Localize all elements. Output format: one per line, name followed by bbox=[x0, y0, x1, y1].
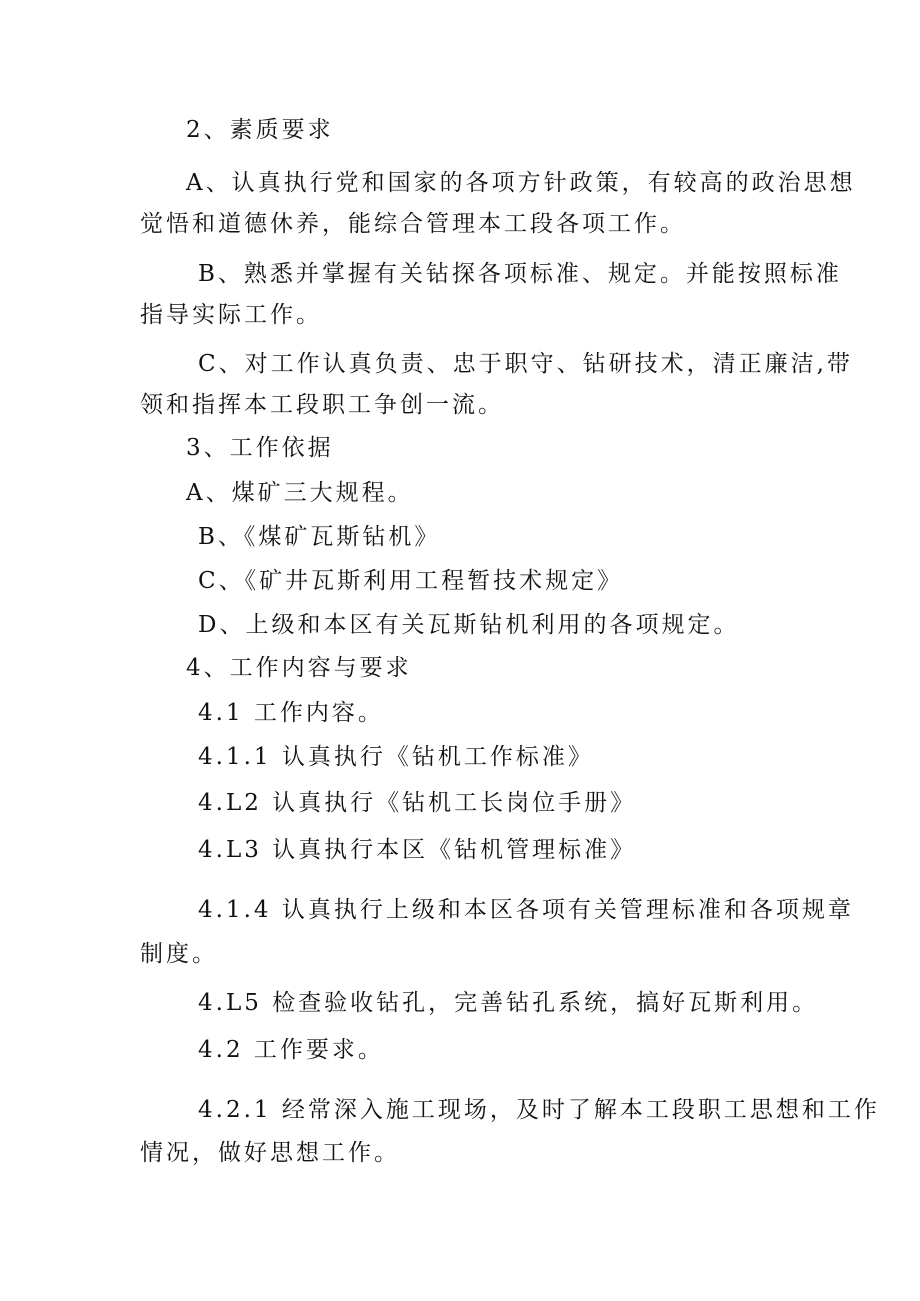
paragraph-a-line-1: A、认真执行党和国家的各项方针政策，有较高的政治思想 bbox=[186, 170, 856, 196]
basis-item-d: D、上级和本区有关瓦斯钻机利用的各项规定。 bbox=[198, 612, 740, 638]
subsection-heading-content: 4.1 工作内容。 bbox=[198, 700, 384, 726]
requirement-item-4-2-1-line-2: 情况，做好思想工作。 bbox=[140, 1140, 400, 1166]
content-item-4-1-4-line-1: 4.1.4 认真执行上级和本区各项有关管理标准和各项规章 bbox=[198, 897, 854, 923]
paragraph-a-line-2: 觉悟和道德休养，能综合管理本工段各项工作。 bbox=[140, 211, 686, 237]
paragraph-c-line-2: 领和指挥本工段职工争创一流。 bbox=[140, 392, 504, 418]
content-item-4-1-4-line-2: 制度。 bbox=[140, 941, 218, 967]
basis-item-b: B、《煤矿瓦斯钻机》 bbox=[198, 524, 441, 550]
paragraph-b-line-2: 指导实际工作。 bbox=[140, 302, 322, 328]
content-item-4-1-2: 4.L2 认真执行《钻机工长岗位手册》 bbox=[198, 790, 637, 816]
section-heading-content: 4、工作内容与要求 bbox=[186, 655, 412, 681]
content-item-4-1-1: 4.1.1 认真执行《钻机工作标准》 bbox=[198, 744, 594, 770]
paragraph-b-line-1: B、熟悉并掌握有关钻探各项标准、规定。并能按照标准 bbox=[198, 261, 842, 287]
requirement-item-4-2-1-line-1: 4.2.1 经常深入施工现场，及时了解本工段职工思想和工作 bbox=[198, 1097, 880, 1123]
section-heading-basis: 3、工作依据 bbox=[186, 435, 334, 461]
subsection-heading-requirements: 4.2 工作要求。 bbox=[198, 1037, 384, 1063]
basis-item-a: A、煤矿三大规程。 bbox=[186, 480, 414, 506]
basis-item-c: C、《矿井瓦斯利用工程暂技术规定》 bbox=[198, 568, 624, 594]
paragraph-c-line-1: C、对工作认真负责、忠于职守、钻研技术，清正廉洁,带 bbox=[198, 351, 853, 377]
content-item-4-1-5: 4.L5 检查验收钻孔，完善钻孔系统，搞好瓦斯利用。 bbox=[198, 990, 819, 1016]
section-heading-quality: 2、素质要求 bbox=[186, 117, 334, 143]
content-item-4-1-3: 4.L3 认真执行本区《钻机管理标准》 bbox=[198, 837, 637, 863]
